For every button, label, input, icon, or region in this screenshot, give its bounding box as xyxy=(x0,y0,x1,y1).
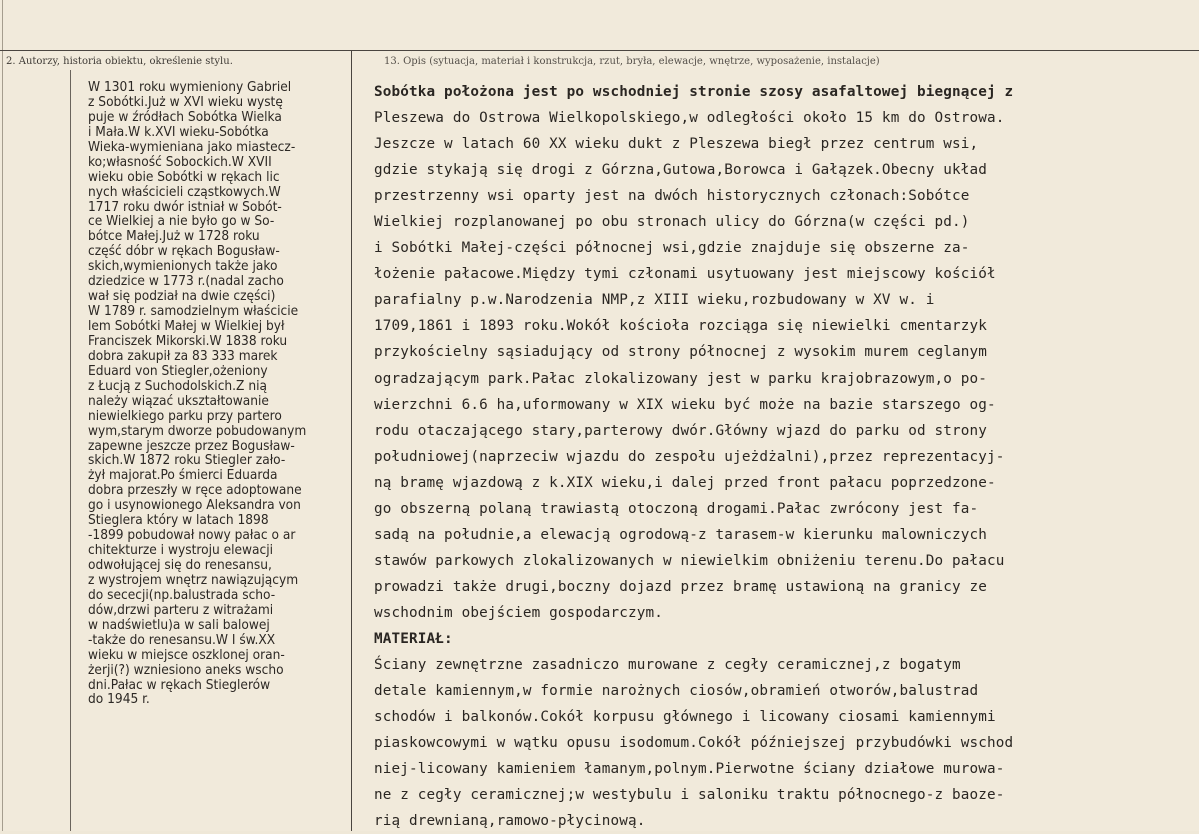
history-text-line: ce Wielkiej a nie było go w So- xyxy=(88,213,275,230)
history-text-line: z Łucją z Suchodolskich.Z nią xyxy=(88,377,267,394)
history-text-line: dów,drzwi parteru z witrażami xyxy=(88,601,274,618)
history-text-line: W 1301 roku wymieniony Gabriel xyxy=(88,79,292,95)
description-text-line: go obszerną polaną trawiastą otoczoną drogami.Pałac zwrócony jest fa- xyxy=(374,500,979,517)
history-text-line: Franciszek Mikorski.W 1838 roku xyxy=(88,332,288,349)
description-text-line: wierzchni 6.6 ha,uformowany w XIX wieku być może na bazie starszego og- xyxy=(374,396,996,413)
history-text-line: skich.W 1872 roku Stiegler zało- xyxy=(88,452,286,469)
history-text-line: żerji(?) wzniesiono aneks wscho xyxy=(88,661,284,678)
history-text-line: wieku w miejsce oszklonej oran- xyxy=(88,646,285,663)
description-text-line: przestrzenny wsi oparty jest na dwóch historycznych członach:Sobótce xyxy=(374,188,970,205)
history-text-line: do 1945 r. xyxy=(88,691,150,708)
description-text-line: ogradzającym park.Pałac zlokalizowany jest w parku krajobrazowym,o po- xyxy=(374,370,988,387)
description-text-line: i Sobótki Małej-części północnej wsi,gdzie znajduje się obszerne za- xyxy=(374,240,970,257)
description-text-line: łożenie pałacowe.Między tymi członami usytuowany jest miejscowy kościół xyxy=(374,266,996,283)
history-text-line: puje w źródłach Sobótka Wielka xyxy=(88,108,282,125)
description-text-line: stawów parkowych zlokalizowanych w niewielkim obniżeniu terenu.Do pałacu xyxy=(374,552,1005,569)
description-text-line: przykościelny sąsiadujący od strony północnej z wysokim murem ceglanym xyxy=(374,344,988,361)
history-text-line: dobra przeszły w ręce adoptowane xyxy=(88,482,302,499)
section-2-header: 2. Autorzy, historia obiektu, określenie stylu. xyxy=(6,56,233,67)
description-text-line: południowej(naprzeciw wjazdu do zespołu ujeżdżalni),przez reprezentacyj- xyxy=(374,448,1005,465)
description-text-column xyxy=(374,79,1199,834)
history-text-line: wieku obie Sobótki w rękach lic xyxy=(88,168,280,185)
history-text-line: dziedzice w 1773 r.(nadal zacho xyxy=(88,273,284,290)
section-13-header: 13. Opis (sytuacja, materiał i konstrukcja, rzut, bryła, elewacje, wnętrze, wyposażenie, instalacje) xyxy=(384,56,880,67)
history-text-line: lem Sobótki Małej w Wielkiej był xyxy=(88,318,285,334)
material-text-line: Ściany zewnętrzne zasadniczo murowane z cegły ceramicznej,z bogatym xyxy=(374,657,961,674)
history-text-line: -także do renesansu.W I św.XX xyxy=(88,631,276,648)
description-text-line: rodu otaczającego stary,parterowy dwór.Główny wjazd do parku od strony xyxy=(374,422,988,439)
description-text-line: Jeszcze w latach 60 XX wieku dukt z Pleszewa biegł przez centrum wsi, xyxy=(374,136,979,153)
history-text-line: bótce Małej.Już w 1728 roku xyxy=(88,228,260,245)
history-text-line: z Sobótki.Już w XVI wieku wystę xyxy=(88,93,283,110)
history-text-line: Wieka-wymieniana jako miastecz- xyxy=(88,138,296,155)
history-text-line: W 1789 r. samodzielnym właścicie xyxy=(88,303,299,320)
history-text-line: chitekturze i wystroju elewacji xyxy=(88,542,274,559)
history-text-line: wał się podział na dwie części) xyxy=(88,288,276,305)
history-text-line: należy wiązać ukształtowanie xyxy=(88,392,269,409)
material-text-line: schodów i balkonów.Cokół korpusu głównego i licowany ciosami kamiennymi xyxy=(374,709,996,726)
history-text-line: żył majorat.Po śmierci Eduarda xyxy=(88,467,278,484)
history-text-line: dni.Pałac w rękach Stieglerów xyxy=(88,676,271,693)
history-text-line: skich,wymienionych także jako xyxy=(88,258,278,275)
history-text-line: go i usynowionego Aleksandra von xyxy=(88,497,301,514)
header-rule xyxy=(0,50,1199,51)
material-heading: MATERIAŁ: xyxy=(374,630,453,647)
page-edge xyxy=(2,0,3,831)
location-paragraph xyxy=(374,79,1199,626)
material-text-line: ne z cegły ceramicznej;w westybulu i saloniku traktu północnego-z baoze- xyxy=(374,787,1005,804)
history-text-line: do sececji(np.balustrada scho- xyxy=(88,586,276,603)
history-text-line: zapewne jeszcze przez Bogusław- xyxy=(88,437,295,454)
history-text-line: Stieglera który w latach 1898 xyxy=(88,512,269,529)
history-text-line: -1899 pobudował nowy pałac o ar xyxy=(88,527,296,544)
history-text-line: i Mała.W k.XVI wieku-Sobótka xyxy=(88,123,269,140)
description-text-line: gdzie stykają się drogi z Górzna,Gutowa,Borowca i Gałązek.Obecny układ xyxy=(374,162,988,179)
history-text-line: nych właścicieli cząstkowych.W xyxy=(88,183,281,200)
description-text-line: prowadzi także drugi,boczny dojazd przez bramę ustawioną na granicy ze xyxy=(374,578,988,595)
history-text-line: niewielkiego parku przy partero xyxy=(88,407,282,424)
history-text-line: wym,starym dworze pobudowanym xyxy=(88,422,307,439)
material-paragraph xyxy=(374,652,1199,834)
history-text-line: 1717 roku dwór istniał w Sobót- xyxy=(88,198,282,215)
history-text-line: ko;własność Sobockich.W XVII xyxy=(88,153,272,170)
description-text-line: sadą na południe,a elewacją ogrodową-z tarasem-w kierunku malowniczych xyxy=(374,526,988,543)
history-text-line: z wystrojem wnętrz nawiązującym xyxy=(88,571,299,588)
description-text-line: ną bramę wjazdową z k.XIX wieku,i dalej przed front pałacu poprzedzone- xyxy=(374,474,996,491)
description-text-line: Pleszewa do Ostrowa Wielkopolskiego,w odległości około 15 km do Ostrowa. xyxy=(374,110,1005,127)
history-text-line: dobra zakupił za 83 333 marek xyxy=(88,347,278,364)
history-text-line: odwołującej się do renesansu, xyxy=(88,557,272,573)
description-text-line: 1709,1861 i 1893 roku.Wokół kościoła rozciąga się niewielki cmentarzyk xyxy=(374,318,988,335)
description-text-line: parafialny p.w.Narodzenia NMP,z XIII wieku,rozbudowany w XV w. i xyxy=(374,292,935,309)
description-text-line: wschodnim obejściem gospodarczym. xyxy=(374,604,663,621)
description-text-line: Sobótka położona jest po wschodniej stronie szosy asafaltowej biegnącej z xyxy=(374,84,1014,100)
left-margin-line xyxy=(70,70,71,831)
material-text-line: detale kamiennym,w formie narożnych ciosów,obramień otworów,balustrad xyxy=(374,683,979,700)
material-text-line: niej-licowany kamieniem łamanym,polnym.Pierwotne ściany działowe murowa- xyxy=(374,761,1005,778)
material-text-line: piaskowcowymi w wątku opusu isodomum.Cokół późniejszej przybudówki wschod xyxy=(374,735,1014,752)
history-text-line: Eduard von Stiegler,ożeniony xyxy=(88,362,268,379)
history-text-line: część dóbr w rękach Bogusław- xyxy=(88,243,280,260)
history-text-column xyxy=(88,80,356,707)
history-text-line: w nadświetlu)a w sali balowej xyxy=(88,616,270,633)
description-text-line: Wielkiej rozplanowanej po obu stronach ulicy do Górzna(w części pd.) xyxy=(374,214,970,231)
material-text-line: rią drewnianą,ramowo-płycinową. xyxy=(374,813,646,830)
